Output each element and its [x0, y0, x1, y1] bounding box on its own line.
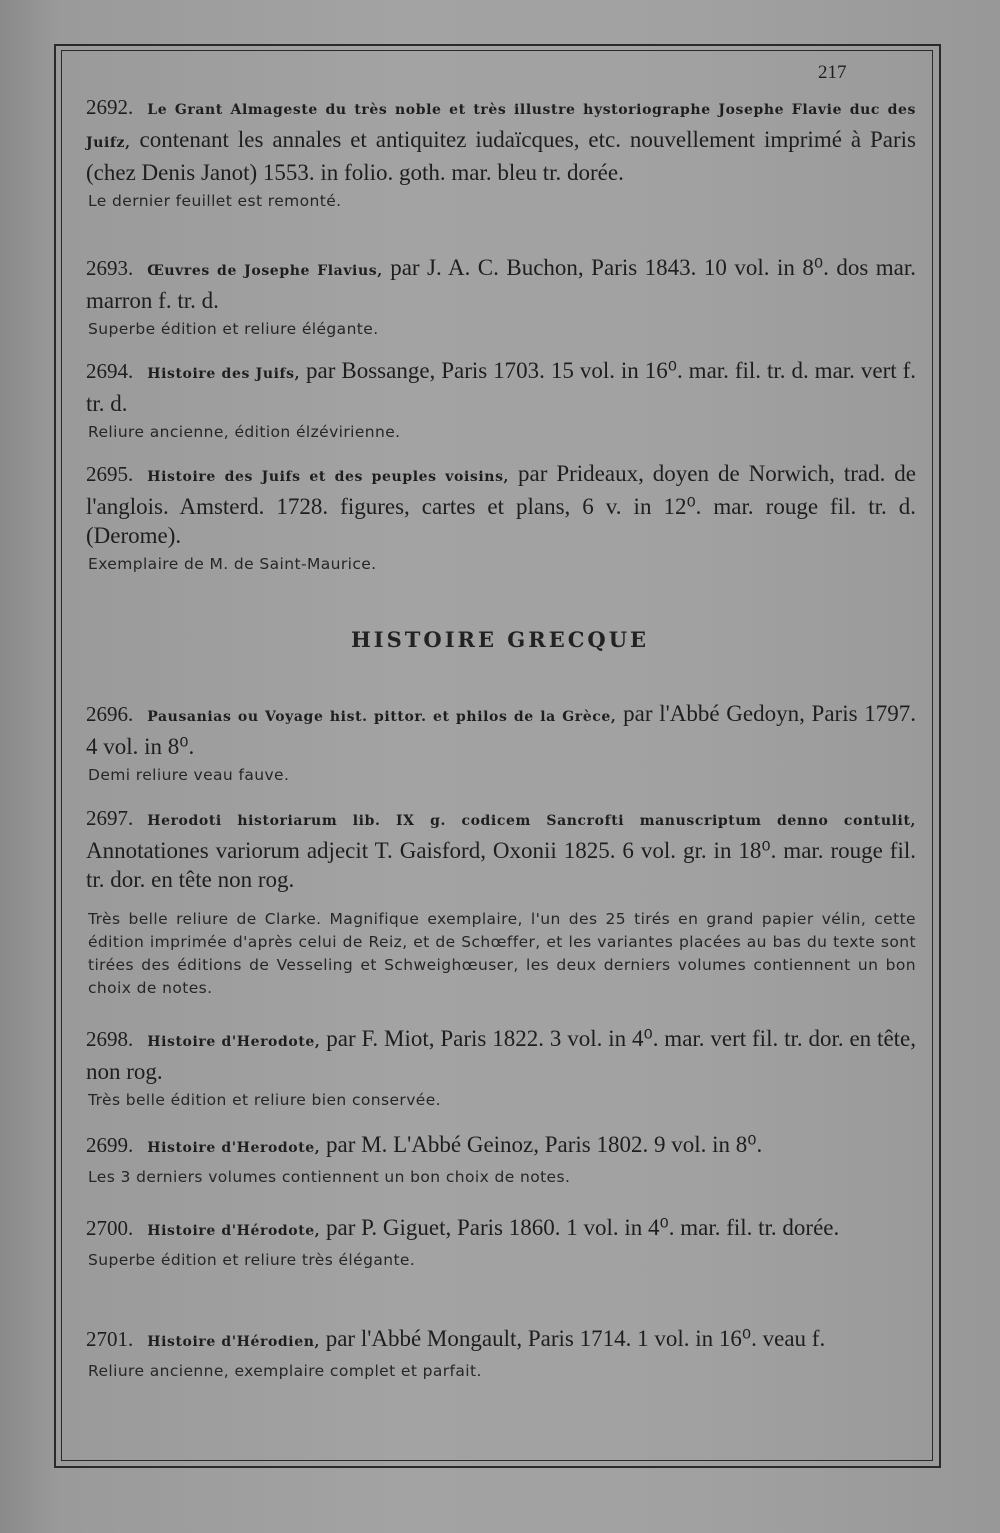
- catalog-entry: [86, 253, 916, 341]
- entry-number: 2693.: [86, 256, 134, 280]
- page-number: 217: [818, 62, 847, 83]
- entry-note: Très belle édition et reliure bien conservée.: [88, 1091, 441, 1109]
- section-heading: HISTOIRE GRECQUE: [350, 627, 650, 652]
- entry-details: par l'Abbé Gedoyn, Paris 1797. 4 vol. in 8⁰.: [86, 701, 916, 759]
- entry-number: 2695.: [86, 462, 134, 486]
- entry-number: 2701.: [86, 1327, 134, 1351]
- entry-number: 2698.: [86, 1027, 134, 1051]
- entry-text: [86, 92, 916, 187]
- entry-note: Très belle reliure de Clarke. Magnifique exemplaire, l'un des 25 tirés en grand papier vélin, cette édition imprimée d'après celui de Reiz, et de Schœffer, et les variantes placées au bas du texte sont tirées des éditions de Vesseling et Schweighœuser, les deux derniers volumes contiennent un bon choix de notes.: [88, 910, 916, 997]
- entry-title: Histoire d'Hérodien,: [147, 1334, 320, 1350]
- entry-title: Le Grant Almageste du très noble et très illustre hystoriographe Josephe Flavie duc des Juifz,: [86, 102, 916, 151]
- entry-number: 2700.: [86, 1216, 134, 1240]
- entry-details: par J. A. C. Buchon, Paris 1843. 10 vol. in 8⁰. dos mar. marron f. tr. d.: [86, 255, 916, 313]
- entry-number: 2694.: [86, 359, 134, 383]
- entry-title: Histoire d'Herodote,: [147, 1140, 321, 1156]
- entry-details: par Prideaux, doyen de Norwich, trad. de l'anglois. Amsterd. 1728. figures, cartes et plans, 6 v. in 12⁰. mar. rouge fil. tr. d. (Derome).: [86, 461, 916, 548]
- entry-text: [86, 253, 916, 315]
- entry-note: Superbe édition et reliure élégante.: [88, 320, 379, 338]
- entry-text: [86, 1213, 916, 1246]
- catalog-entry: [86, 1324, 916, 1383]
- entry-note: Le dernier feuillet est remonté.: [88, 192, 342, 210]
- entry-number: 2697.: [86, 806, 134, 830]
- entry-title: Histoire d'Hérodote,: [147, 1223, 321, 1239]
- entry-title: Histoire des Juifs,: [147, 366, 301, 382]
- entry-number: 2699.: [86, 1133, 134, 1157]
- entry-details: par F. Miot, Paris 1822. 3 vol. in 4⁰. mar. vert fil. tr. dor. en tête, non rog.: [86, 1026, 916, 1084]
- entry-text: [86, 1324, 916, 1357]
- entry-title: Herodoti historiarum lib. IX g. codicem Sancrofti manuscriptum denno contulit,: [147, 813, 916, 829]
- catalog-entry: [86, 1024, 916, 1112]
- entry-details: contenant les annales et antiquitez iudaïcques, etc. nouvellement imprimé à Paris (chez Denis Janot) 1553. in folio. goth. mar. bleu tr. dorée.: [86, 127, 916, 185]
- entry-title: Histoire d'Herodote,: [147, 1034, 321, 1050]
- catalog-entry: [86, 699, 916, 787]
- entry-text: [86, 699, 916, 761]
- entry-title: Pausanias ou Voyage hist. pittor. et philos de la Grèce,: [147, 709, 617, 725]
- entry-text: [86, 459, 916, 550]
- entry-note: Reliure ancienne, exemplaire complet et parfait.: [88, 1362, 482, 1380]
- entry-note: Reliure ancienne, édition élzévirienne.: [88, 423, 401, 441]
- entry-note: Demi reliure veau fauve.: [88, 766, 290, 784]
- entry-text: [86, 1024, 916, 1086]
- entry-details: par M. L'Abbé Geinoz, Paris 1802. 9 vol. in 8⁰.: [320, 1132, 763, 1157]
- catalog-entry: [86, 803, 916, 1000]
- entry-text: [86, 356, 916, 418]
- entry-number: 2692.: [86, 95, 134, 119]
- entry-text: [86, 803, 916, 894]
- entry-text: [86, 1130, 916, 1163]
- entry-number: 2696.: [86, 702, 134, 726]
- entry-details: Annotationes variorum adjecit T. Gaisford, Oxonii 1825. 6 vol. gr. in 18⁰. mar. rouge fil. tr. dor. en tête non rog.: [86, 838, 916, 892]
- entry-details: par Bossange, Paris 1703. 15 vol. in 16⁰. mar. fil. tr. d. mar. vert f. tr. d.: [86, 358, 916, 416]
- catalog-entry: [86, 356, 916, 444]
- entry-title: Œuvres de Josephe Flavius,: [147, 263, 383, 279]
- entry-details: par l'Abbé Mongault, Paris 1714. 1 vol. in 16⁰. veau f.: [319, 1326, 826, 1351]
- entry-note: Exemplaire de M. de Saint-Maurice.: [88, 555, 377, 573]
- catalog-entry: [86, 92, 916, 213]
- entry-details: par P. Giguet, Paris 1860. 1 vol. in 4⁰. mar. fil. tr. dorée.: [320, 1215, 840, 1240]
- entry-note: Superbe édition et reliure très élégante.: [88, 1251, 416, 1269]
- entry-title: Histoire des Juifs et des peuples voisins,: [147, 469, 510, 485]
- catalog-entry: [86, 1213, 916, 1272]
- catalog-entry: [86, 1130, 916, 1189]
- entry-note: Les 3 derniers volumes contiennent un bon choix de notes.: [88, 1168, 571, 1186]
- catalog-entry: [86, 459, 916, 576]
